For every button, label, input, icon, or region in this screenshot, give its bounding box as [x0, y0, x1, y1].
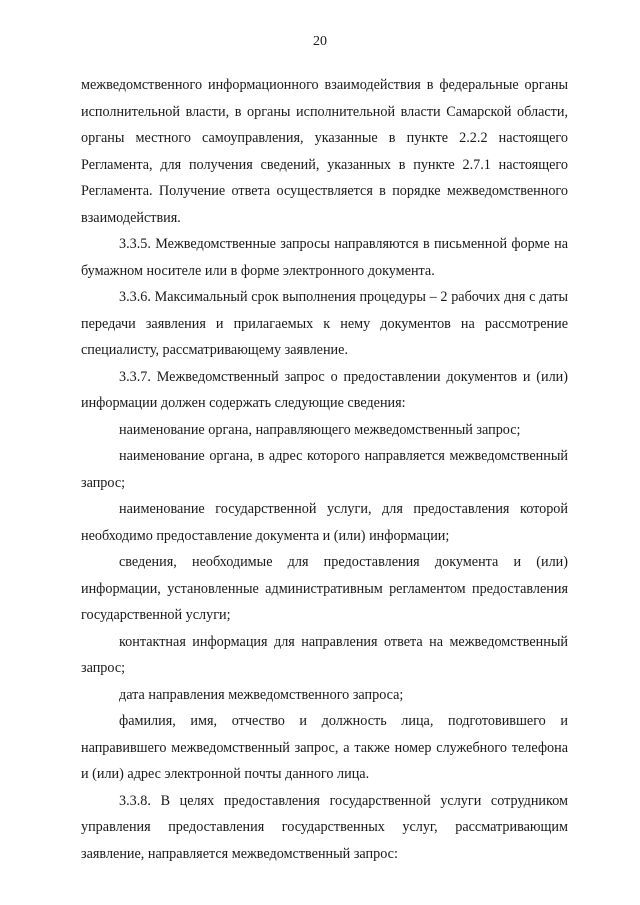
- paragraph-3-3-7: 3.3.7. Межведомственный запрос о предоставлении документов и (или) информации должен содержать следующие сведения:: [81, 368, 568, 411]
- paragraph-3-3-5: 3.3.5. Межведомственные запросы направляются в письменной форме на бумажном носителе или в форме электронного документа.: [81, 236, 568, 279]
- list-item-contact-info: контактная информация для направления ответа на межведомственный запрос;: [81, 633, 568, 676]
- list-item-recipient-body: наименование органа, в адрес которого направляется межведомственный запрос;: [81, 448, 568, 491]
- list-item-responsible-person: фамилия, имя, отчество и должность лица, подготовившего и направившего межведомственный запрос, а также номер служебного телефона и (или) адрес электронной почты данного лица.: [81, 713, 568, 782]
- paragraph-3-3-8: 3.3.8. В целях предоставления государственной услуги сотрудником управления предоставления государственных услуг, рассматривающим заявление, направляется межведомственный запрос:: [81, 792, 568, 862]
- paragraph-3-3-6: 3.3.6. Максимальный срок выполнения процедуры – 2 рабочих дня с даты передачи заявления и прилагаемых к нему документов на рассмотрение специалисту, рассматривающему заявление.: [81, 289, 568, 358]
- list-item-requesting-body: наименование органа, направляющего межведомственный запрос;: [119, 421, 521, 438]
- list-item-required-info: сведения, необходимые для предоставления документа и (или) информации, установленные административным регламентом предоставления государственной услуги;: [81, 554, 568, 623]
- paragraph-continuation: межведомственного информационного взаимодействия в федеральные органы исполнительной власти, в органы исполнительной власти Самарской области, органы местного самоуправления, указанные в пункте 2.2.2 настоящего Регламента, для получения сведений, указанных в пункте 2.7.1 настоящего Регламента. Получение ответа осуществляется в порядке межведомственного взаимодействия.: [81, 77, 568, 226]
- list-item-service-name: наименование государственной услуги, для предоставления которой необходимо предоставление документа и (или) информации;: [81, 501, 568, 544]
- document-body: [81, 72, 568, 867]
- page-number: 20: [313, 34, 327, 49]
- list-item-request-date: дата направления межведомственного запроса;: [119, 686, 404, 703]
